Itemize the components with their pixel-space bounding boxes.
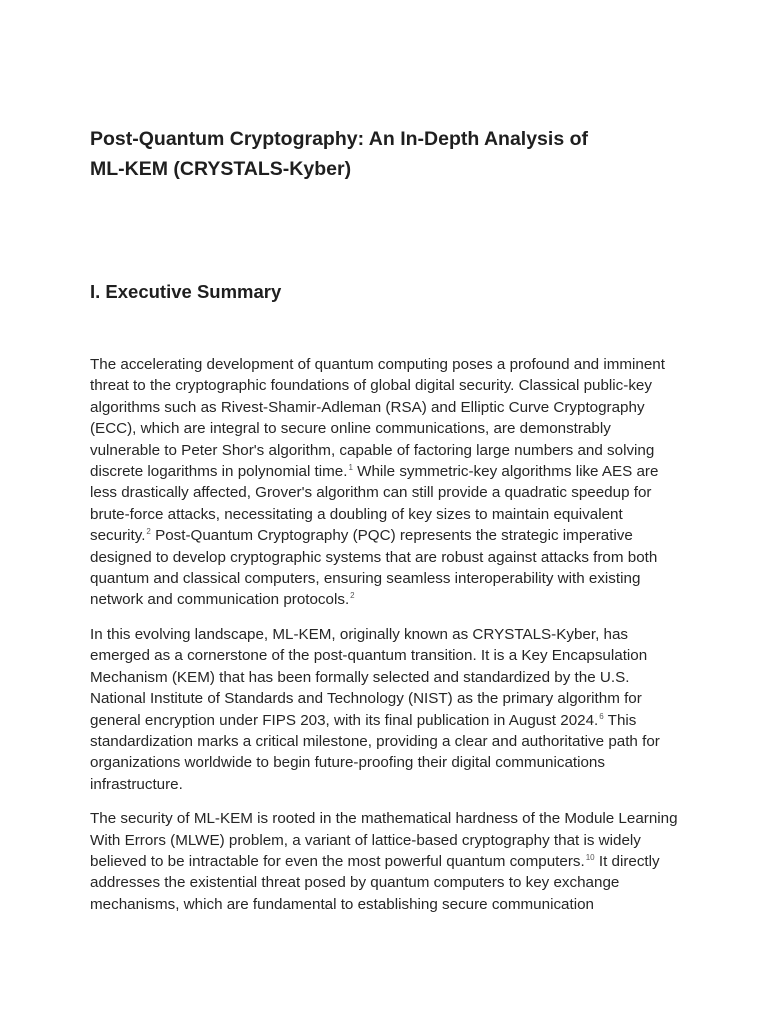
paragraph-3	[90, 808, 680, 915]
footnote-ref[interactable]: 10	[585, 852, 595, 862]
footnote-ref[interactable]: 2	[146, 527, 151, 537]
document-body	[90, 354, 680, 928]
section-heading-executive-summary: I. Executive Summary	[90, 281, 282, 302]
paragraph-3-text-1: The security of ML-KEM is rooted in the mathematical hardness of the Module Learning With Errors (MLWE) problem, a variant of lattice-based cryptography that is widely believed to be intractable for even the most powerful quantum computers.	[90, 810, 678, 870]
document-title	[90, 124, 690, 184]
paragraph-2-text-1: In this evolving landscape, ML-KEM, originally known as CRYSTALS-Kyber, has emerged as a cornerstone of the post-quantum transition. It is a Key Encapsulation Mechanism (KEM) that has been formally selected and standardized by the U.S. National Institute of Standards and Technology (NIST) as the primary algorithm for general encryption under FIPS 203, with its final publication in August 2024.	[90, 625, 648, 729]
paragraph-1-text-3: Post-Quantum Cryptography (PQC) represents the strategic imperative designed to develop cryptographic systems that are robust against attacks from both quantum and classical computers, ensuring seamless interoperability with existing network and communication protocols.	[90, 527, 658, 609]
paragraph-3-text-2: It directly addresses the existential threat posed by quantum computers to key exchange mechanisms, which are fundamental to establishing secure communication	[90, 852, 660, 913]
document-title-line-2: ML-KEM (CRYSTALS-Kyber)	[90, 158, 352, 180]
paragraph-2	[90, 624, 680, 795]
paragraph-1-text-2: While symmetric-key algorithms like AES are less drastically affected, Grover's algorithm can still provide a quadratic speedup for brute-force attacks, necessitating a doubling of key sizes to maintain equivalent security.	[90, 463, 659, 545]
paragraph-2-text-2: This standardization marks a critical milestone, providing a clear and authoritative path for organizations worldwide to begin future-proofing their digital communications infrastructure.	[90, 711, 660, 793]
document-title-line-1: Post-Quantum Cryptography: An In-Depth Analysis of	[90, 128, 588, 150]
footnote-ref[interactable]: 2	[350, 591, 355, 601]
footnote-ref[interactable]: 6	[599, 711, 604, 721]
footnote-ref[interactable]: 1	[348, 463, 353, 473]
paragraph-1-text-1: The accelerating development of quantum computing poses a profound and imminent threat to the cryptographic foundations of global digital security. Classical public-key algorithms such as Rivest-Shamir-Adleman (RSA) and Elliptic Curve Cryptography (ECC), which are integral to secure online communications, are demonstrably vulnerable to Peter Shor's algorithm, capable of factoring large numbers and solving discrete logarithms in polynomial time.	[90, 356, 665, 481]
paragraph-1	[90, 354, 680, 611]
